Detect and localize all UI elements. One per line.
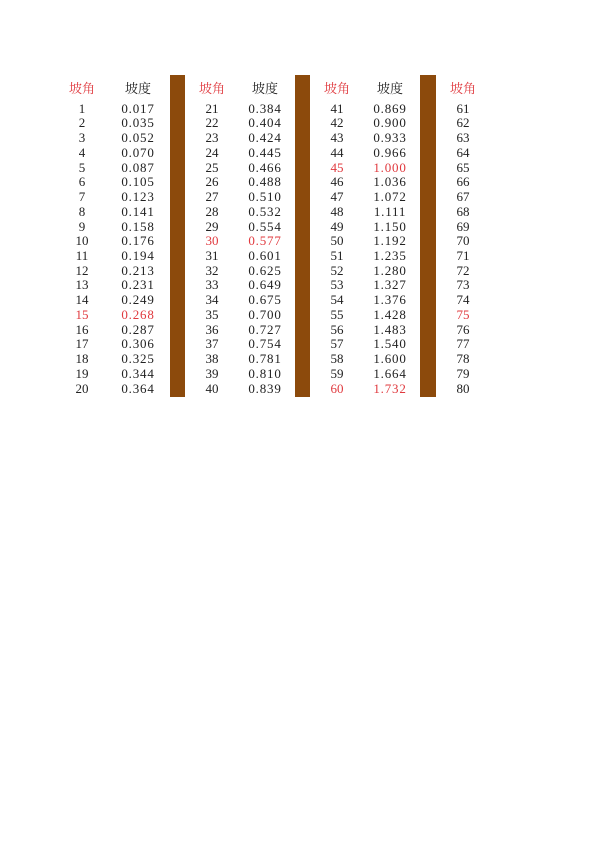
slope-angle-value: 78 [456, 351, 470, 367]
slope-angle-value: 74 [456, 292, 470, 308]
slope-angle-value: 44 [330, 144, 344, 160]
header-slope-angle: 坡角 [68, 81, 95, 96]
slope-ratio-value: 0.727 [248, 321, 282, 337]
slope-ratio-value: 0.213 [121, 262, 155, 278]
slope-ratio-value: 1.036 [373, 174, 407, 190]
slope-angle-value: 29 [205, 218, 219, 234]
slope-angle-value: 63 [456, 130, 470, 146]
slope-ratio-value: 0.194 [121, 248, 155, 263]
slope-angle-value: 55 [330, 306, 344, 322]
slope-angle-value: 33 [205, 277, 219, 293]
slope-angle-value: 27 [205, 189, 219, 205]
slope-ratio-value: 1.111 [373, 203, 407, 219]
slope-angle-value: 79 [456, 365, 470, 381]
slope-angle-value: 40 [205, 380, 219, 396]
slope-ratio-value: 0.445 [248, 144, 282, 160]
slope-angle-value: 73 [456, 277, 470, 293]
slope-ratio-value: 0.554 [248, 218, 282, 234]
slope-angle-value: 48 [330, 203, 344, 219]
slope-ratio-value: 0.249 [121, 292, 155, 308]
slope-ratio-value: 0.158 [121, 218, 155, 234]
slope-angle-value: 26 [205, 174, 219, 190]
slope-angle-value: 2 [78, 115, 86, 131]
header-slope-angle: 坡角 [198, 81, 225, 96]
slope-ratio-value: 1.600 [373, 351, 407, 367]
slope-angle-value: 11 [75, 248, 89, 263]
slope-angle-value: 9 [78, 218, 86, 234]
slope-ratio-value: 1.483 [373, 321, 407, 337]
slope-ratio-value: 1.327 [373, 277, 407, 293]
slope-angle-value: 38 [205, 351, 219, 367]
slope-angle-value: 69 [456, 218, 470, 234]
slope-ratio-value: 0.141 [121, 203, 155, 219]
slope-ratio-value: 0.404 [248, 115, 282, 131]
slope-angle-value: 32 [205, 262, 219, 278]
slope-angle-value: 71 [456, 248, 470, 263]
slope-ratio-value: 1.664 [373, 365, 407, 381]
slope-angle-value: 13 [75, 277, 89, 293]
slope-angle-value: 22 [205, 115, 219, 131]
slope-ratio-value: 0.869 [373, 100, 407, 116]
slope-angle-value: 24 [205, 144, 219, 160]
slope-ratio-value: 0.123 [121, 189, 155, 205]
slope-ratio-value: 0.424 [248, 130, 282, 146]
header-slope-ratio: 坡度 [376, 81, 403, 96]
slope-angle-value: 56 [330, 321, 344, 337]
slope-angle-value: 6 [78, 174, 86, 190]
slope-ratio-value: 1.428 [373, 306, 407, 322]
slope-angle-value: 53 [330, 277, 344, 293]
slope-ratio-value: 0.176 [121, 233, 155, 249]
slope-ratio-value: 0.017 [121, 100, 155, 116]
column-divider [295, 75, 310, 397]
slope-ratio-value: 0.344 [121, 365, 155, 381]
slope-angle-value: 30 [205, 233, 219, 249]
column-divider [170, 75, 185, 397]
slope-angle-value: 77 [456, 336, 470, 352]
slope-ratio-value: 1.235 [373, 248, 407, 263]
slope-angle-value: 57 [330, 336, 344, 352]
slope-angle-value: 28 [205, 203, 219, 219]
slope-angle-value: 58 [330, 351, 344, 367]
slope-angle-value: 60 [330, 380, 344, 396]
slope-ratio-value: 0.577 [248, 233, 282, 249]
slope-ratio-value: 0.070 [121, 144, 155, 160]
slope-angle-value: 16 [75, 321, 89, 337]
slope-angle-value: 54 [330, 292, 344, 308]
slope-ratio-value: 0.052 [121, 130, 155, 146]
slope-ratio-value: 0.754 [248, 336, 282, 352]
slope-ratio-value: 0.601 [248, 248, 282, 263]
slope-angle-value: 75 [456, 306, 470, 322]
slope-angle-value: 76 [456, 321, 470, 337]
header-slope-angle: 坡角 [323, 81, 350, 96]
slope-ratio-value: 0.287 [121, 321, 155, 337]
slope-angle-value: 47 [330, 189, 344, 205]
column-divider [420, 75, 436, 397]
slope-ratio-value: 0.105 [121, 174, 155, 190]
slope-ratio-value: 0.532 [248, 203, 282, 219]
slope-angle-value: 7 [78, 189, 86, 205]
slope-angle-value: 3 [78, 130, 86, 146]
header-slope-angle: 坡角 [449, 81, 476, 96]
slope-ratio-value: 1.540 [373, 336, 407, 352]
slope-angle-value: 15 [75, 306, 89, 322]
slope-ratio-value: 0.268 [121, 306, 155, 322]
slope-ratio-value: 0.384 [248, 100, 282, 116]
slope-angle-value: 31 [205, 248, 219, 263]
slope-angle-value: 35 [205, 306, 219, 322]
slope-angle-value: 80 [456, 380, 470, 396]
header-slope-ratio: 坡度 [124, 81, 151, 96]
slope-angle-value: 51 [330, 248, 344, 263]
slope-angle-value: 70 [456, 233, 470, 249]
header-slope-ratio: 坡度 [251, 81, 278, 96]
slope-ratio-value: 0.700 [248, 306, 282, 322]
slope-ratio-value: 0.325 [121, 351, 155, 367]
slope-angle-value: 10 [75, 233, 89, 249]
slope-ratio-value: 1.732 [373, 380, 407, 396]
slope-ratio-value: 0.625 [248, 262, 282, 278]
slope-angle-value: 43 [330, 130, 344, 146]
slope-ratio-value: 1.192 [373, 233, 407, 249]
slope-angle-value: 17 [75, 336, 89, 352]
slope-angle-value: 23 [205, 130, 219, 146]
slope-angle-value: 49 [330, 218, 344, 234]
slope-ratio-value: 0.306 [121, 336, 155, 352]
slope-angle-value: 37 [205, 336, 219, 352]
slope-angle-value: 72 [456, 262, 470, 278]
slope-ratio-value: 1.150 [373, 218, 407, 234]
slope-ratio-value: 0.781 [248, 351, 282, 367]
slope-angle-value: 19 [75, 365, 89, 381]
slope-angle-value: 64 [456, 144, 470, 160]
slope-angle-value: 5 [78, 159, 86, 175]
slope-ratio-value: 0.933 [373, 130, 407, 146]
slope-angle-value: 21 [205, 100, 219, 116]
slope-angle-value: 59 [330, 365, 344, 381]
slope-ratio-value: 0.510 [248, 189, 282, 205]
slope-angle-value: 1 [78, 100, 86, 116]
slope-angle-value: 50 [330, 233, 344, 249]
slope-angle-value: 20 [75, 380, 89, 396]
slope-angle-value: 66 [456, 174, 470, 190]
slope-ratio-value: 0.488 [248, 174, 282, 190]
slope-ratio-value: 1.376 [373, 292, 407, 308]
slope-angle-value: 36 [205, 321, 219, 337]
slope-angle-value: 34 [205, 292, 219, 308]
slope-angle-value: 25 [205, 159, 219, 175]
slope-angle-value: 14 [75, 292, 89, 308]
slope-angle-value: 61 [456, 100, 470, 116]
slope-angle-value: 4 [78, 144, 86, 160]
slope-angle-value: 65 [456, 159, 470, 175]
slope-angle-value: 62 [456, 115, 470, 131]
slope-angle-value: 42 [330, 115, 344, 131]
slope-ratio-value: 0.675 [248, 292, 282, 308]
slope-angle-value: 45 [330, 159, 344, 175]
slope-angle-value: 18 [75, 351, 89, 367]
slope-ratio-value: 0.966 [373, 144, 407, 160]
slope-ratio-value: 0.231 [121, 277, 155, 293]
slope-ratio-value: 0.839 [248, 380, 282, 396]
slope-ratio-value: 1.280 [373, 262, 407, 278]
slope-angle-value: 52 [330, 262, 344, 278]
slope-angle-value: 68 [456, 203, 470, 219]
slope-ratio-value: 0.087 [121, 159, 155, 175]
slope-angle-value: 67 [456, 189, 470, 205]
slope-ratio-value: 1.072 [373, 189, 407, 205]
slope-ratio-value: 0.466 [248, 159, 282, 175]
slope-ratio-value: 1.000 [373, 159, 407, 175]
slope-angle-value: 39 [205, 365, 219, 381]
slope-angle-value: 46 [330, 174, 344, 190]
slope-ratio-value: 0.810 [248, 365, 282, 381]
slope-angle-value: 12 [75, 262, 89, 278]
slope-ratio-value: 0.035 [121, 115, 155, 131]
slope-ratio-value: 0.364 [121, 380, 155, 396]
slope-angle-value: 41 [330, 100, 344, 116]
slope-ratio-value: 0.649 [248, 277, 282, 293]
slope-ratio-value: 0.900 [373, 115, 407, 131]
slope-angle-value: 8 [78, 203, 86, 219]
